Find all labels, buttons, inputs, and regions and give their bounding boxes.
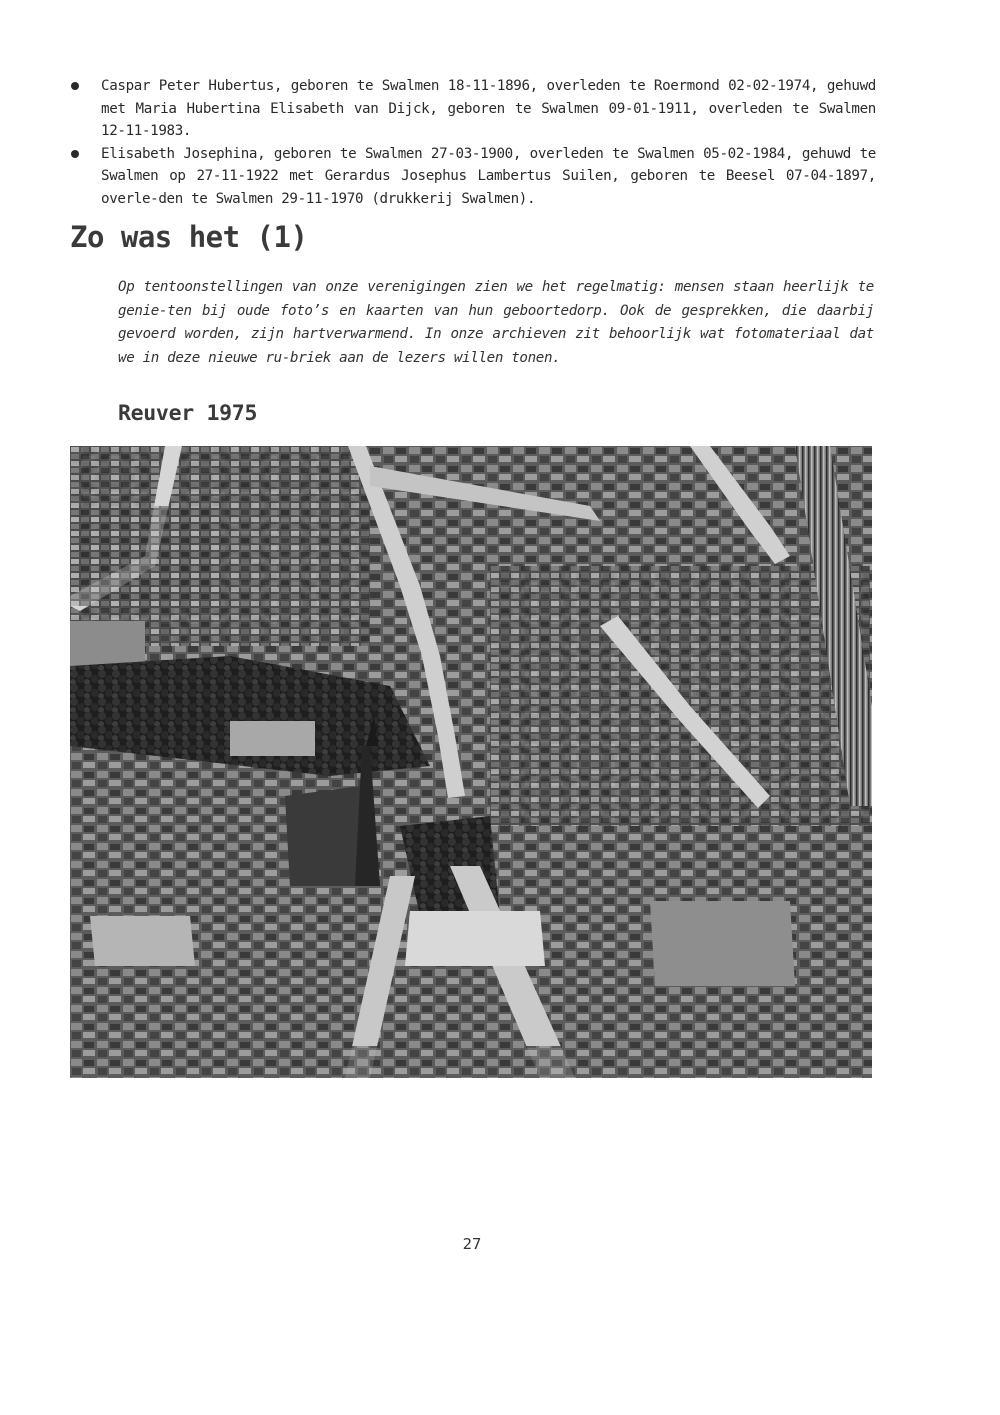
- photo-title: Reuver 1975: [118, 401, 258, 426]
- bullet-text: Caspar Peter Hubertus, geboren te Swalmen 18-11-1896, overleden te Roermond 02-02-1974, gehuwd met Maria Hubertina Elisabeth van Dijck, geboren te Swalmen 09-01-1911, overleden te Swalmen 12-11-1983.: [101, 78, 876, 139]
- aerial-photo: [70, 446, 872, 1078]
- bullet-icon: [71, 82, 79, 90]
- page-number: 27: [462, 1235, 482, 1253]
- bullet-icon: [71, 150, 79, 158]
- bullet-item: [70, 143, 876, 211]
- bullet-item: [70, 75, 876, 143]
- intro-paragraph: Op tentoonstellingen van onze verenigingen zien we het regelmatig: mensen staan heerlijk te genie-ten bij oude foto’s en kaarten van hun geboortedorp. Ook de gesprekken, die daarbij gevoerd worden, zijn hartverwarmend. In onze archieven zit behoorlijk wat fotomateriaal dat we in deze nieuwe ru-briek aan de lezers willen tonen.: [118, 279, 874, 366]
- bullet-list: [70, 75, 876, 210]
- bullet-text: Elisabeth Josephina, geboren te Swalmen 27-03-1900, overleden te Swalmen 05-02-1984, gehuwd te Swalmen op 27-11-1922 met Gerardus Josephus Lambertus Suilen, geboren te Beesel 07-04-1897, overle-den te Swalmen 29-11-1970 (drukkerij Swalmen).: [101, 145, 876, 207]
- section-title: Zo was het (1): [70, 220, 308, 254]
